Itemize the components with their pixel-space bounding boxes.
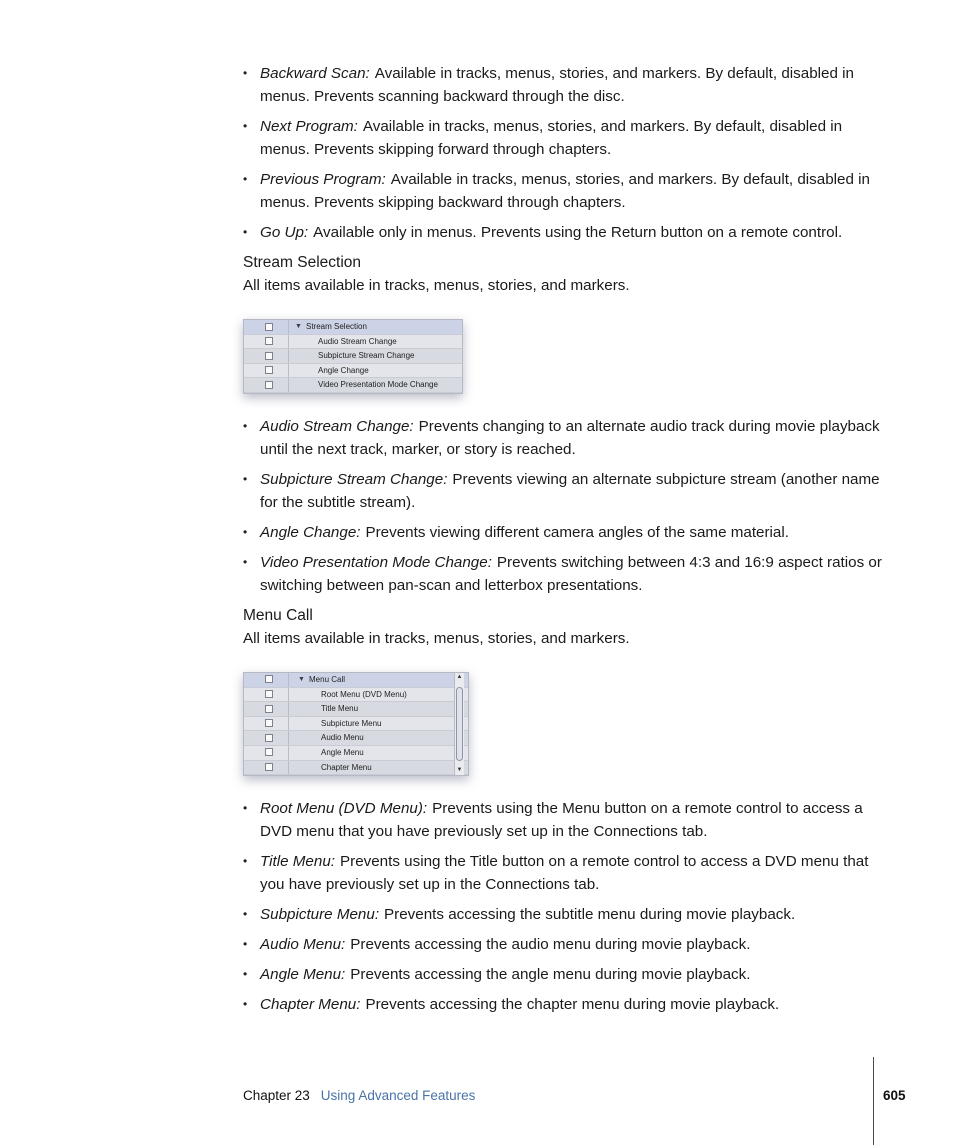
page-footer — [243, 1087, 475, 1105]
column-divider — [288, 731, 289, 745]
panel-header-label: Stream Selection — [306, 322, 367, 331]
panel-row-angle-menu[interactable] — [244, 746, 468, 761]
bullet-video-presentation-mode-change — [243, 551, 883, 597]
panel-row-angle-change[interactable] — [244, 364, 462, 379]
bullet-audio-stream-change — [243, 415, 883, 461]
bullet-text: Prevents accessing the chapter menu during movie playback. — [365, 996, 780, 1014]
bullet-go-up — [243, 221, 883, 244]
bullet-term: Audio Stream Change: — [260, 417, 414, 435]
panel-row-label: Subpicture Menu — [321, 718, 382, 728]
checkbox[interactable] — [265, 381, 273, 389]
bullet-text: Prevents viewing different camera angles of the same material. — [365, 523, 789, 541]
bullet-term: Go Up: — [260, 224, 309, 241]
panel-row-label: Angle Menu — [321, 747, 364, 757]
scroll-up-arrow-icon[interactable]: ▲ — [456, 673, 463, 680]
stream-selection-bullet-list — [243, 415, 883, 597]
column-divider — [288, 688, 289, 702]
column-divider — [288, 378, 289, 392]
checkbox[interactable] — [265, 352, 273, 360]
bullet-text: Prevents using the Title button on a remote control to access a DVD menu that you have previously set up in the Connections tab. — [260, 853, 869, 894]
bullet-text: Prevents changing to an alternate audio track during movie playback until the next track, marker, or story is reached. — [260, 417, 880, 458]
panel-header-row[interactable] — [244, 320, 462, 335]
stream-selection-description: All items available in tracks, menus, stories, and markers. — [243, 277, 630, 294]
column-divider — [288, 761, 289, 775]
checkbox[interactable] — [265, 366, 273, 374]
panel-header-label: Menu Call — [309, 674, 346, 684]
bullet-term: Next Program: — [260, 118, 358, 135]
bullet-text: Prevents viewing an alternate subpicture stream (another name for the subtitle stream). — [260, 470, 880, 511]
menu-call-description: All items available in tracks, menus, stories, and markers. — [243, 629, 630, 647]
scroll-down-arrow-icon[interactable]: ▼ — [456, 767, 463, 774]
panel-row-audio-menu[interactable] — [244, 731, 468, 746]
panel-row-title-menu[interactable] — [244, 702, 468, 717]
panel-row-label: Subpicture Stream Change — [318, 351, 415, 361]
checkbox[interactable] — [265, 763, 273, 771]
panel-row-label: Audio Menu — [321, 733, 364, 743]
bullet-term: Subpicture Stream Change: — [260, 470, 448, 488]
column-divider — [288, 364, 289, 378]
bullet-text: Prevents accessing the audio menu during movie playback. — [350, 936, 751, 954]
panel-header-row[interactable] — [244, 673, 468, 688]
page-content — [243, 62, 883, 1023]
checkbox[interactable] — [265, 705, 273, 713]
bullet-term: Angle Menu: — [260, 966, 346, 984]
column-divider — [288, 746, 289, 760]
checkbox[interactable] — [265, 690, 273, 698]
panel-row-label: Chapter Menu — [321, 762, 372, 772]
column-divider — [288, 349, 289, 363]
bullet-subpicture-stream-change — [243, 468, 883, 514]
panel-row-label: Audio Stream Change — [318, 336, 397, 346]
intro-bullet-list — [243, 62, 883, 244]
checkbox[interactable] — [265, 748, 273, 756]
bullet-term: Audio Menu: — [260, 936, 346, 954]
bullet-term: Root Menu (DVD Menu): — [260, 800, 428, 818]
bullet-term: Subpicture Menu: — [260, 906, 380, 924]
bullet-backward-scan — [243, 62, 883, 108]
bullet-next-program — [243, 115, 883, 161]
panel-row-subpicture-stream-change[interactable] — [244, 349, 462, 364]
stream-selection-heading: Stream Selection — [243, 254, 362, 271]
bullet-text: Available only in menus. Prevents using the Return button on a remote control. — [313, 224, 843, 241]
bullet-text: Prevents accessing the angle menu during movie playback. — [350, 966, 751, 984]
panel-row-subpicture-menu[interactable] — [244, 717, 468, 732]
checkbox[interactable] — [265, 719, 273, 727]
checkbox[interactable] — [265, 323, 273, 331]
bullet-root-menu — [243, 797, 883, 843]
bullet-previous-program — [243, 168, 883, 214]
panel-row-label: Title Menu — [321, 704, 359, 714]
footer-chapter: Chapter 23 — [243, 1088, 310, 1103]
bullet-text: Prevents accessing the subtitle menu during movie playback. — [384, 906, 796, 924]
bullet-text: Available in tracks, menus, stories, and markers. By default, disabled in menus. Prevents skipping backward through chapters. — [260, 171, 870, 211]
bullet-term: Title Menu: — [260, 853, 335, 871]
panel-row-label: Angle Change — [318, 365, 369, 375]
disclosure-triangle-icon[interactable]: ▼ — [295, 323, 302, 330]
bullet-text: Prevents using the Menu button on a remote control to access a DVD menu that you have previously set up in the Connections tab. — [260, 800, 863, 841]
scroll-thumb[interactable] — [456, 687, 463, 761]
bullet-term: Video Presentation Mode Change: — [260, 553, 492, 571]
panel-row-video-presentation-mode-change[interactable] — [244, 378, 462, 393]
bullet-subpicture-menu — [243, 903, 883, 926]
bullet-term: Chapter Menu: — [260, 996, 361, 1014]
menu-call-bullet-list — [243, 797, 883, 1016]
panel-row-audio-stream-change[interactable] — [244, 335, 462, 350]
footer-chapter-title-link[interactable]: Using Advanced Features — [320, 1088, 476, 1103]
panel-row-label: Root Menu (DVD Menu) — [321, 689, 407, 699]
bullet-title-menu — [243, 850, 883, 896]
checkbox[interactable] — [265, 337, 273, 345]
panel-row-label: Video Presentation Mode Change — [318, 380, 438, 390]
disclosure-triangle-icon[interactable]: ▼ — [298, 675, 305, 683]
page-number: 605 — [883, 1088, 906, 1103]
checkbox[interactable] — [265, 675, 273, 683]
bullet-text: Available in tracks, menus, stories, and markers. By default, disabled in menus. Prevents scanning backward through the disc. — [260, 65, 854, 105]
column-divider — [288, 335, 289, 349]
checkbox[interactable] — [265, 734, 273, 742]
bullet-audio-menu — [243, 933, 883, 956]
bullet-text: Prevents switching between 4:3 and 16:9 aspect ratios or switching between pan-scan and letterbox presentations. — [260, 553, 882, 594]
panel-row-chapter-menu[interactable] — [244, 761, 468, 776]
bullet-term: Backward Scan: — [260, 65, 370, 82]
column-divider — [288, 702, 289, 716]
bullet-angle-change — [243, 521, 883, 544]
footer-divider — [873, 1057, 874, 1145]
vertical-scrollbar[interactable] — [454, 673, 464, 775]
column-divider — [288, 320, 289, 334]
column-divider — [288, 673, 289, 687]
menu-call-panel — [243, 672, 469, 776]
panel-row-root-menu[interactable] — [244, 688, 468, 703]
bullet-text: Available in tracks, menus, stories, and markers. By default, disabled in menus. Prevents skipping forward through chapters. — [260, 118, 843, 158]
stream-selection-panel — [243, 319, 463, 394]
menu-call-heading: Menu Call — [243, 606, 313, 624]
bullet-term: Angle Change: — [260, 523, 361, 541]
bullet-term: Previous Program: — [260, 171, 386, 188]
column-divider — [288, 717, 289, 731]
bullet-angle-menu — [243, 963, 883, 986]
bullet-chapter-menu — [243, 993, 883, 1016]
